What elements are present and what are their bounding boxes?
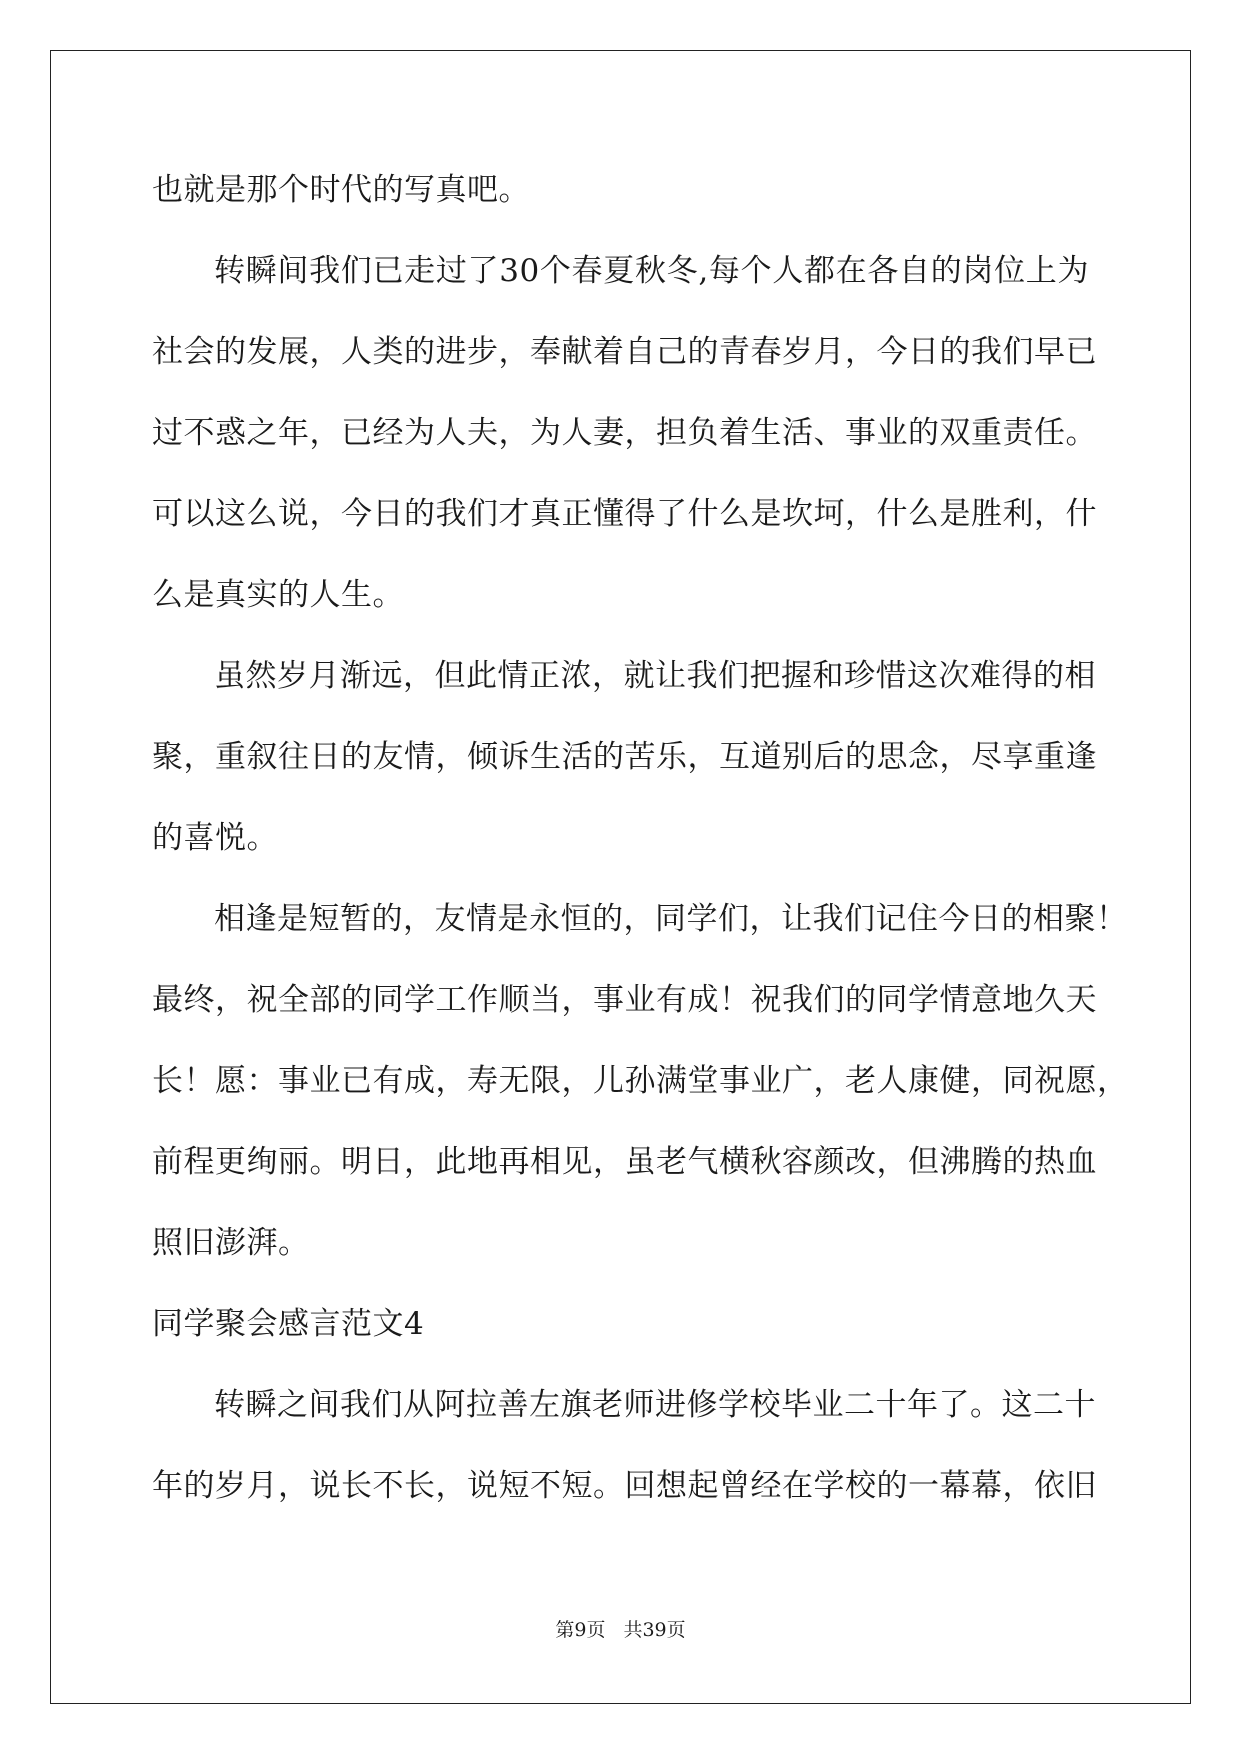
text-line: 的喜悦。 xyxy=(152,820,278,856)
section-heading: 同学聚会感言范文4 xyxy=(152,1306,425,1342)
page-number: 第9页 xyxy=(555,1619,606,1641)
text-line: 聚，重叙往日的友情，倾诉生活的苦乐，互道别后的思念，尽享重逢 xyxy=(152,739,1097,775)
text-line: 也就是那个时代的写真吧。 xyxy=(152,172,530,208)
text-line: 转瞬间我们已走过了30个春夏秋冬,每个人都在各自的岗位上为 xyxy=(214,253,1089,289)
text-line: 相逢是短暂的，友情是永恒的，同学们，让我们记住今日的相聚！ xyxy=(214,901,1128,937)
page-footer xyxy=(0,1618,1241,1642)
text-line: 可以这么说，今日的我们才真正懂得了什么是坎坷，什么是胜利，什 xyxy=(152,496,1097,532)
text-line: 社会的发展，人类的进步，奉献着自己的青春岁月，今日的我们早已 xyxy=(152,334,1097,370)
text-line: 年的岁月，说长不长，说短不短。回想起曾经在学校的一幕幕，依旧 xyxy=(152,1468,1097,1504)
text-line: 照旧澎湃。 xyxy=(152,1225,310,1261)
text-line: 么是真实的人生。 xyxy=(152,577,404,613)
text-line: 前程更绚丽。明日，此地再相见，虽老气横秋容颜改，但沸腾的热血 xyxy=(152,1144,1097,1180)
page-total: 共39页 xyxy=(623,1619,686,1641)
text-line: 虽然岁月渐远，但此情正浓，就让我们把握和珍惜这次难得的相 xyxy=(214,658,1096,694)
text-line: 最终，祝全部的同学工作顺当，事业有成！祝我们的同学情意地久天 xyxy=(152,982,1097,1018)
text-line: 长！愿：事业已有成，寿无限，儿孙满堂事业广，老人康健，同祝愿， xyxy=(152,1063,1129,1099)
text-line: 转瞬之间我们从阿拉善左旗老师进修学校毕业二十年了。这二十 xyxy=(214,1387,1096,1423)
document-body xyxy=(152,160,1129,1537)
text-line: 过不惑之年，已经为人夫，为人妻，担负着生活、事业的双重责任。 xyxy=(152,415,1097,451)
